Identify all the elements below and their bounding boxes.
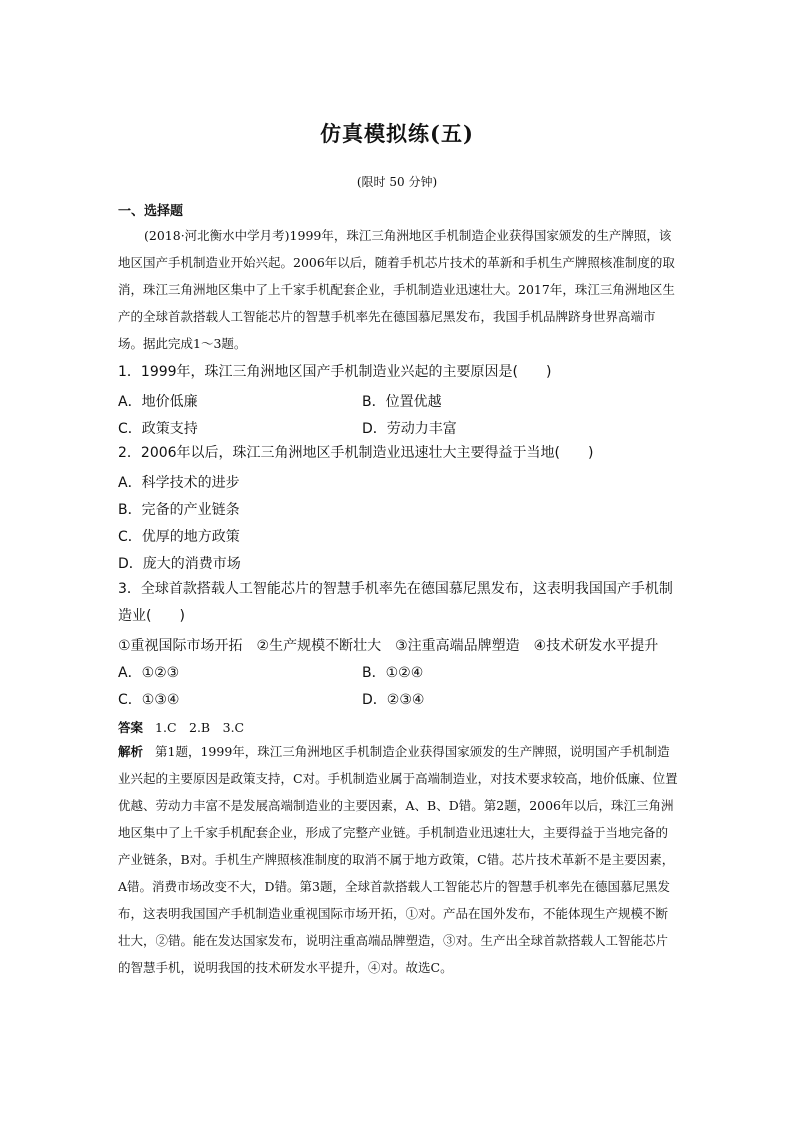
- question-3-option-d: D．②③④: [362, 692, 425, 708]
- question-3-stem: 3．全球首款搭载人工智能芯片的智慧手机率先在德国慕尼黑发布，这表明我国国产手机制造业( ): [118, 581, 673, 624]
- analysis-label: 解析: [118, 744, 144, 759]
- question-3-option-a: A．①②③: [118, 665, 180, 681]
- question-1-stem: 1．1999年，珠江三角洲地区国产手机制造业兴起的主要原因是( ): [118, 364, 552, 380]
- question-3-statements: ①重视国际市场开拓 ②生产规模不断壮大 ③注重高端品牌塑造 ④技术研发水平提升: [118, 638, 659, 654]
- analysis-block: [118, 738, 680, 981]
- question-3-option-b: B．①②④: [362, 665, 424, 681]
- analysis-text: 第1题，1999年，珠江三角洲地区手机制造企业获得国家颁发的生产牌照，说明国产手机制造业兴起的主要原因是政策支持，C对。手机制造业属于高端制造业，对技术要求较高，地价低廉、位置优越、劳动力丰富不是发展高端制造业的主要因素，A、B、D错。第2题，2006年以后，珠江三角洲地区集中了上千家手机配套企业，形成了完整产业链。手机制造业迅速壮大，主要得益于当地完备的产业链条，B对。手机生产牌照核准制度的取消不属于地方政策，C错。芯片技术革新不是主要因素，A错。消费市场改变不大，D错。第3题，全球首款搭载人工智能芯片的智慧手机率先在德国慕尼黑发布，这表明我国国产手机制造业重视国际市场开拓，①对。产品在国外发布，不能体现生产规模不断壮大，②错。能在发达国家发布，说明注重高端品牌塑造，③对。生产出全球首款搭载人工智能芯片的智慧手机，说明我国的技术研发水平提升，④对。故选C。: [118, 744, 678, 975]
- time-limit: (限时 50 分钟): [356, 175, 438, 189]
- question-1-option-b: B．位置优越: [362, 394, 442, 410]
- answer-text: 1.C 2.B 3.C: [155, 720, 245, 735]
- answer-line: [118, 718, 244, 736]
- question-1-option-c: C．政策支持: [118, 421, 198, 437]
- section-heading: 一、选择题: [118, 204, 184, 219]
- page-title: 仿真模拟练(五): [320, 121, 474, 146]
- question-1-option-a: A．地价低廉: [118, 394, 198, 410]
- material-passage: (2018·河北衡水中学月考)1999年，珠江三角洲地区手机制造企业获得国家颁发的生产牌照，该地区国产手机制造业开始兴起。2006年以后，随着手机芯片技术的革新和手机生产牌照核准制度的取消，珠江三角洲地区集中了上千家手机配套企业，手机制造业迅速壮大。2017年，珠江三角洲地区生产的全球首款搭载人工智能芯片的智慧手机率先在德国慕尼黑发布，我国手机品牌跻身世界高端市场。据此完成1～3题。: [118, 228, 675, 351]
- answer-label: 答案: [118, 720, 144, 735]
- question-2-stem: 2．2006年以后，珠江三角洲地区手机制造业迅速壮大主要得益于当地( ): [118, 445, 594, 461]
- question-1-option-d: D．劳动力丰富: [362, 421, 457, 437]
- question-2-option-b: B．完备的产业链条: [118, 502, 240, 518]
- question-2-option-a: A．科学技术的进步: [118, 475, 240, 491]
- question-3-option-c: C．①③④: [118, 692, 180, 708]
- question-2-option-d: D．庞大的消费市场: [118, 556, 241, 572]
- question-2-option-c: C．优厚的地方政策: [118, 529, 240, 545]
